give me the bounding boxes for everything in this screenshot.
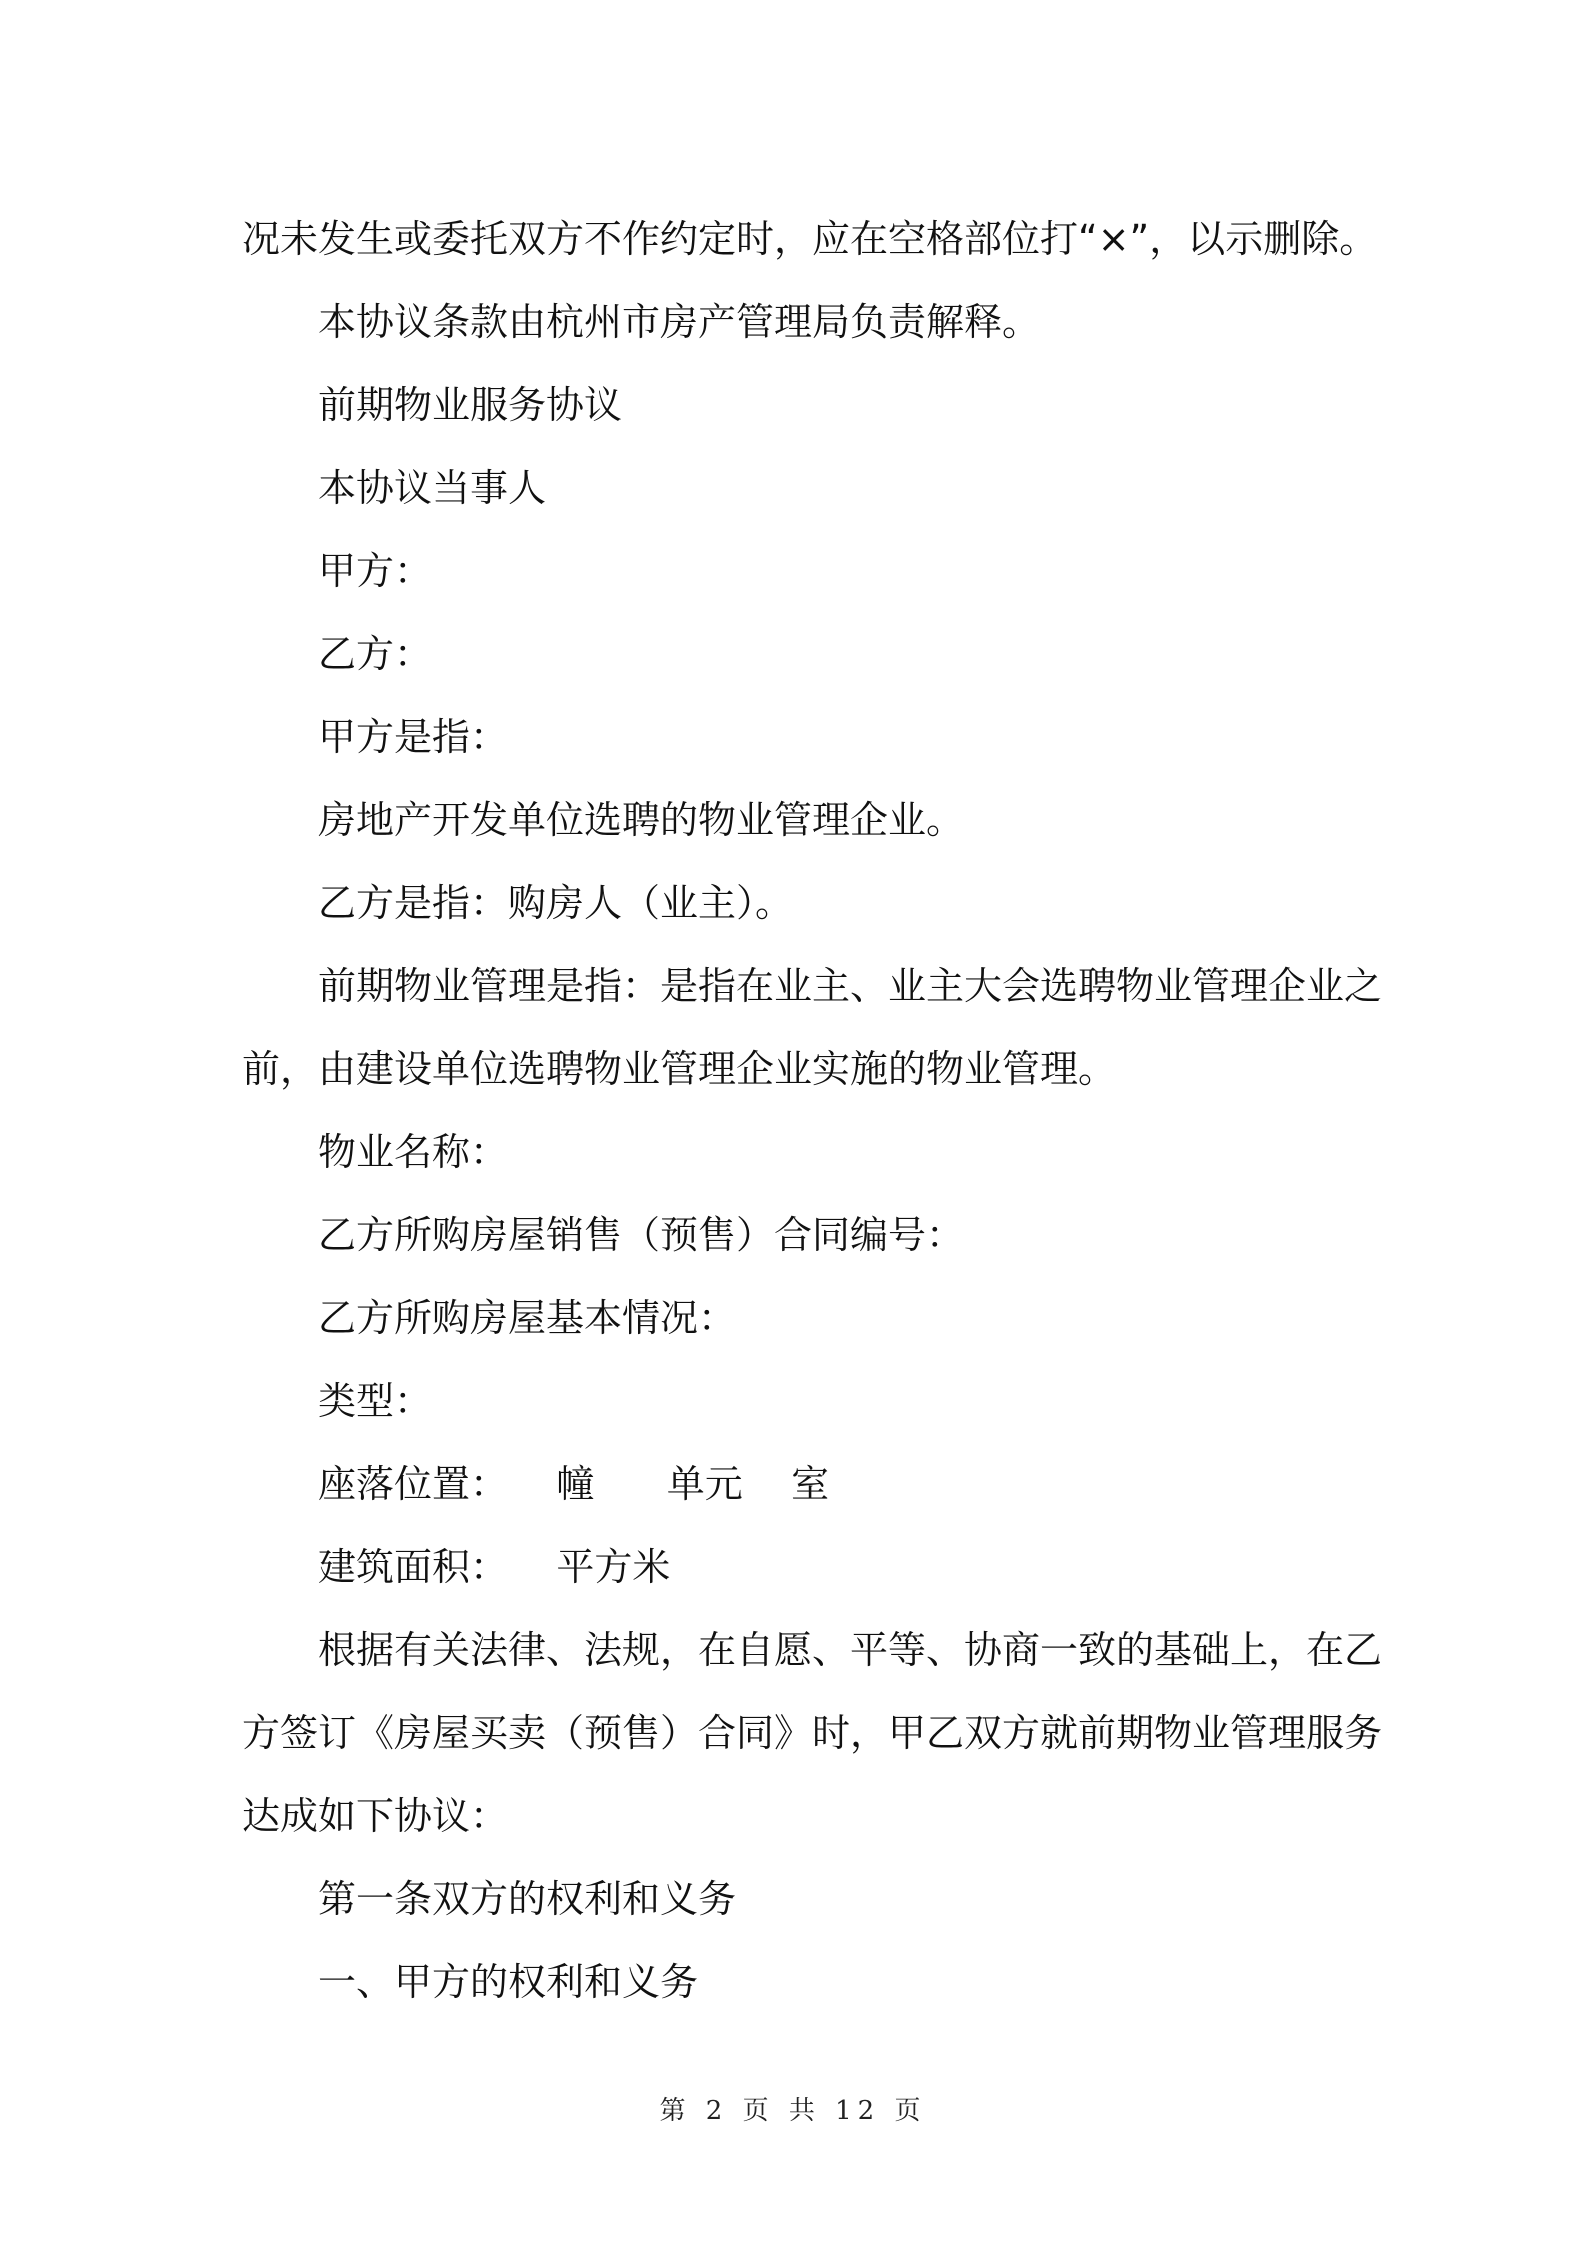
text-line: 座落位置： 幢 单元 室: [318, 1462, 830, 1506]
text-line: 类型：: [318, 1379, 433, 1423]
text-line: 方签订《房屋买卖（预售）合同》时，甲乙双方就前期物业管理服务: [242, 1711, 1383, 1755]
text-line: 本协议当事人: [318, 466, 547, 510]
document-body: [242, 198, 1383, 2024]
text-line: 前，由建设单位选聘物业管理企业实施的物业管理。: [242, 1047, 1117, 1091]
page-number-footer: 第 2 页 共 12 页: [659, 2096, 927, 2126]
text-line: 乙方是指：购房人（业主）。: [318, 881, 794, 925]
text-line: 前期物业服务协议: [318, 383, 623, 427]
text-line: 根据有关法律、法规，在自愿、平等、协商一致的基础上，在乙: [318, 1628, 1383, 1672]
text-line: 前期物业管理是指：是指在业主、业主大会选聘物业管理企业之: [318, 964, 1383, 1008]
text-line: 况未发生或委托双方不作约定时，应在空格部位打“×”，以示删除。: [242, 217, 1378, 261]
text-line: 达成如下协议：: [242, 1794, 509, 1838]
text-line: 物业名称：: [318, 1130, 509, 1174]
text-line: 建筑面积： 平方米: [318, 1545, 671, 1589]
text-line: 乙方所购房屋销售（预售）合同编号：: [318, 1213, 965, 1257]
text-line: 房地产开发单位选聘的物业管理企业。: [318, 798, 965, 842]
text-line: 甲方是指：: [318, 715, 509, 759]
text-line: 第一条双方的权利和义务: [318, 1877, 737, 1921]
text-line: 乙方：: [318, 632, 433, 676]
text-line: 甲方：: [318, 549, 433, 593]
text-line: 乙方所购房屋基本情况：: [318, 1296, 737, 1340]
text-line: 本协议条款由杭州市房产管理局负责解释。: [318, 300, 1041, 344]
text-line: 一、甲方的权利和义务: [318, 1960, 699, 2004]
